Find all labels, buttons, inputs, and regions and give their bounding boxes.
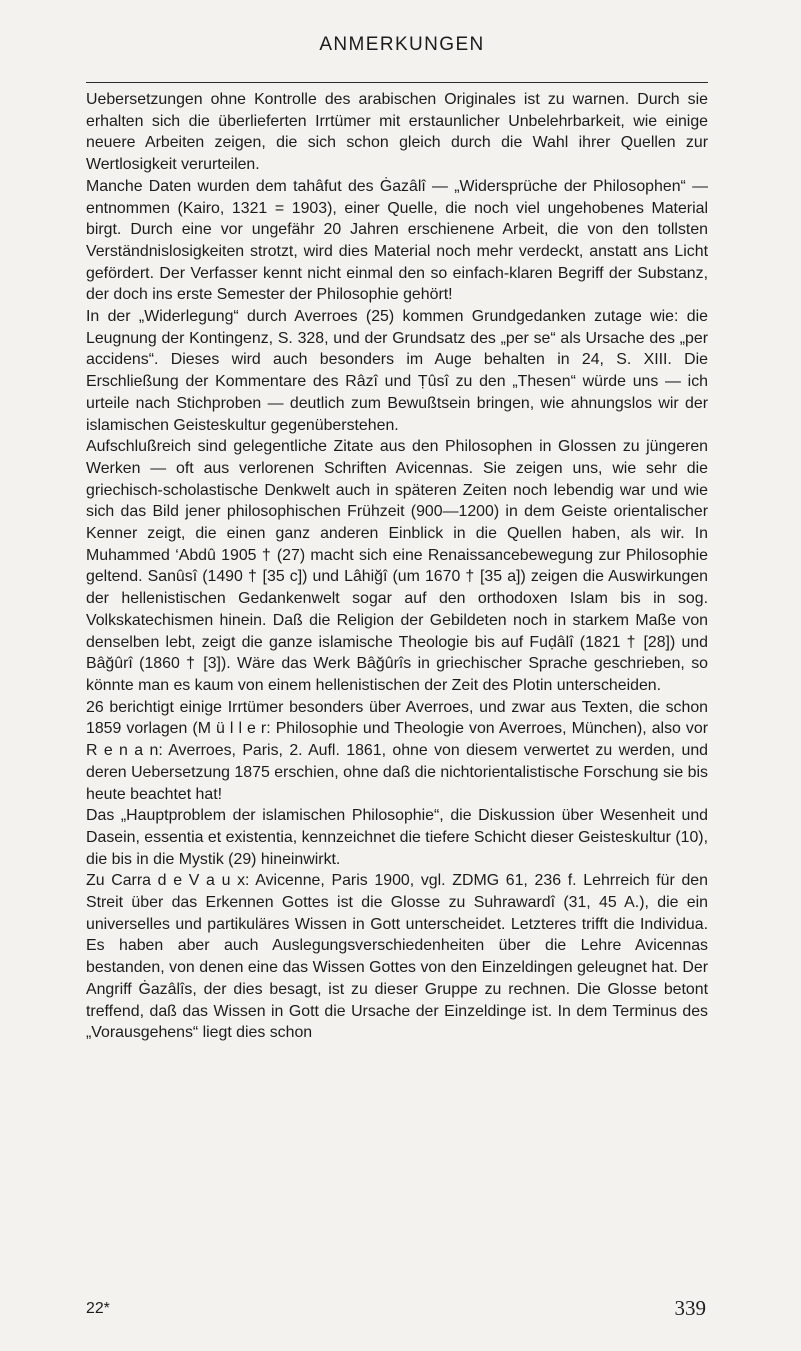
paragraph: Zu Carra d e V a u x: Avicenne, Paris 1900, vgl. ZDMG 61, 236 f. Lehrreich für den Streit über das Erkennen Gottes ist die Glosse zu Suhrawardî (31, 45 A.), die ein universelles und partikuläres Wissen in Gott unterscheidet. Letzteres trifft die Individua. Es haben aber auch Auslegungsverschiedenheiten über die Lehre Avicennas bestanden, von denen eine das Wissen Gottes von den Einzeldingen geleugnet hat. Der Angriff Ġazâlîs, der dies besagt, ist zu dieser Gruppe zu rechnen. Die Glosse betont treffend, daß das Wissen in Gott die Ursache der Einzeldinge ist. In dem Terminus des „Vorausgehens“ liegt dies schon: [86, 872, 708, 1042]
paragraph: In der „Widerlegung“ durch Averroes (25) kommen Grundgedanken zutage wie: die Leugnung der Kontingenz, S. 328, und der Grundsatz des „per se“ als Ursache des „per accidens“. Dieses wird auch besonders im Auge behalten in 24, S. XIII. Die Erschließung der Kommentare des Râzî und Ṭûsî zu den „Thesen“ würde uns — ich urteile nach Stichproben — deutlich zum Bewußtsein bringen, wie ahnungslos wir der islamischen Geisteskultur gegenüberstehen.: [86, 308, 708, 434]
body-text: [86, 89, 708, 1044]
paragraph: Manche Daten wurden dem tahâfut des Ġazâlî — „Widersprüche der Philosophen“ — entnommen (Kairo, 1321 = 1903), einer Quelle, die noch viel ungehobenes Material birgt. Durch eine vor ungefähr 20 Jahren erschienene Arbeit, die von den tollsten Verständnislosigkeiten strotzt, wird dies Material noch mehr verdeckt, anstatt ans Licht gefördert. Der Verfasser kennt nicht einmal den so einfach-klaren Begriff der Substanz, der doch ins erste Semester der Philosophie gehört!: [86, 177, 708, 304]
signature-mark: 22*: [86, 1300, 110, 1317]
page-content: [86, 30, 718, 1044]
paragraph: Uebersetzungen ohne Kontrolle des arabischen Originales ist zu warnen. Durch sie erhalten sich die überlieferten Irrtümer mit erstaunlicher Unbelehrbarkeit, wie einige neuere Arbeiten zeigen, die sich schon gleich durch die Wahl ihrer Quellen zur Wertlosigkeit verurteilen.: [86, 91, 708, 174]
paragraph: Aufschlußreich sind gelegentliche Zitate aus den Philosophen in Glossen zu jüngeren Werken — oft aus verlorenen Schriften Avicennas. Sie zeigen uns, wie sehr die griechisch-scholastische Denkwelt auch in späteren Zeiten noch lebendig war und wie sich das Bild jener philosophischen Frühzeit (900—1200) in dem Geiste orientalischer Kenner zeigt, die einen ganz anderen Einblick in die Quellen haben, als wir. In Muhammed ‘Abdû 1905 † (27) macht sich eine Renaissancebewegung zur Philosophie geltend. Sanûsî (1490 † [35 c]) und Lâhiğî (um 1670 † [35 a]) zeigen die Auswirkungen der hellenistischen Gedankenwelt sogar auf den orthodoxen Islam bis in sog. Volkskatechismen hinein. Daß die Religion der Gebildeten noch in starkem Maße von denselben lebt, zeigt die ganze islamische Theologie bis auf Fuḍâlî (1821 † [28]) und Bâğûrî (1860 † [3]). Wäre das Werk Bâğûrîs in griechischer Sprache geschrieben, so könnte man es kaum von einem hellenistischen der Zeit des Plotin unterscheiden.: [86, 438, 708, 694]
paragraph: 26 berichtigt einige Irrtümer besonders über Averroes, und zwar aus Texten, die schon 1859 vorlagen (M ü l l e r: Philosophie und Theologie von Averroes, München), also vor R e n a n: Averroes, Paris, 2. Aufl. 1861, ohne von diesem verwertet zu werden, und deren Uebersetzung 1875 erschien, ohne daß die nichtorientalistische Forschung sie bis heute beachtet hat!: [86, 698, 708, 803]
header-rule: [86, 82, 708, 83]
running-head: ANMERKUNGEN: [319, 34, 485, 55]
paragraph: Das „Hauptproblem der islamischen Philosophie“, die Diskussion über Wesenheit und Dasein, essentia et existentia, kennzeichnet die tiefere Schicht dieser Geisteskultur (10), die bis in die Mystik (29) hineinwirkt.: [86, 807, 708, 868]
page-number: 339: [674, 1296, 706, 1320]
